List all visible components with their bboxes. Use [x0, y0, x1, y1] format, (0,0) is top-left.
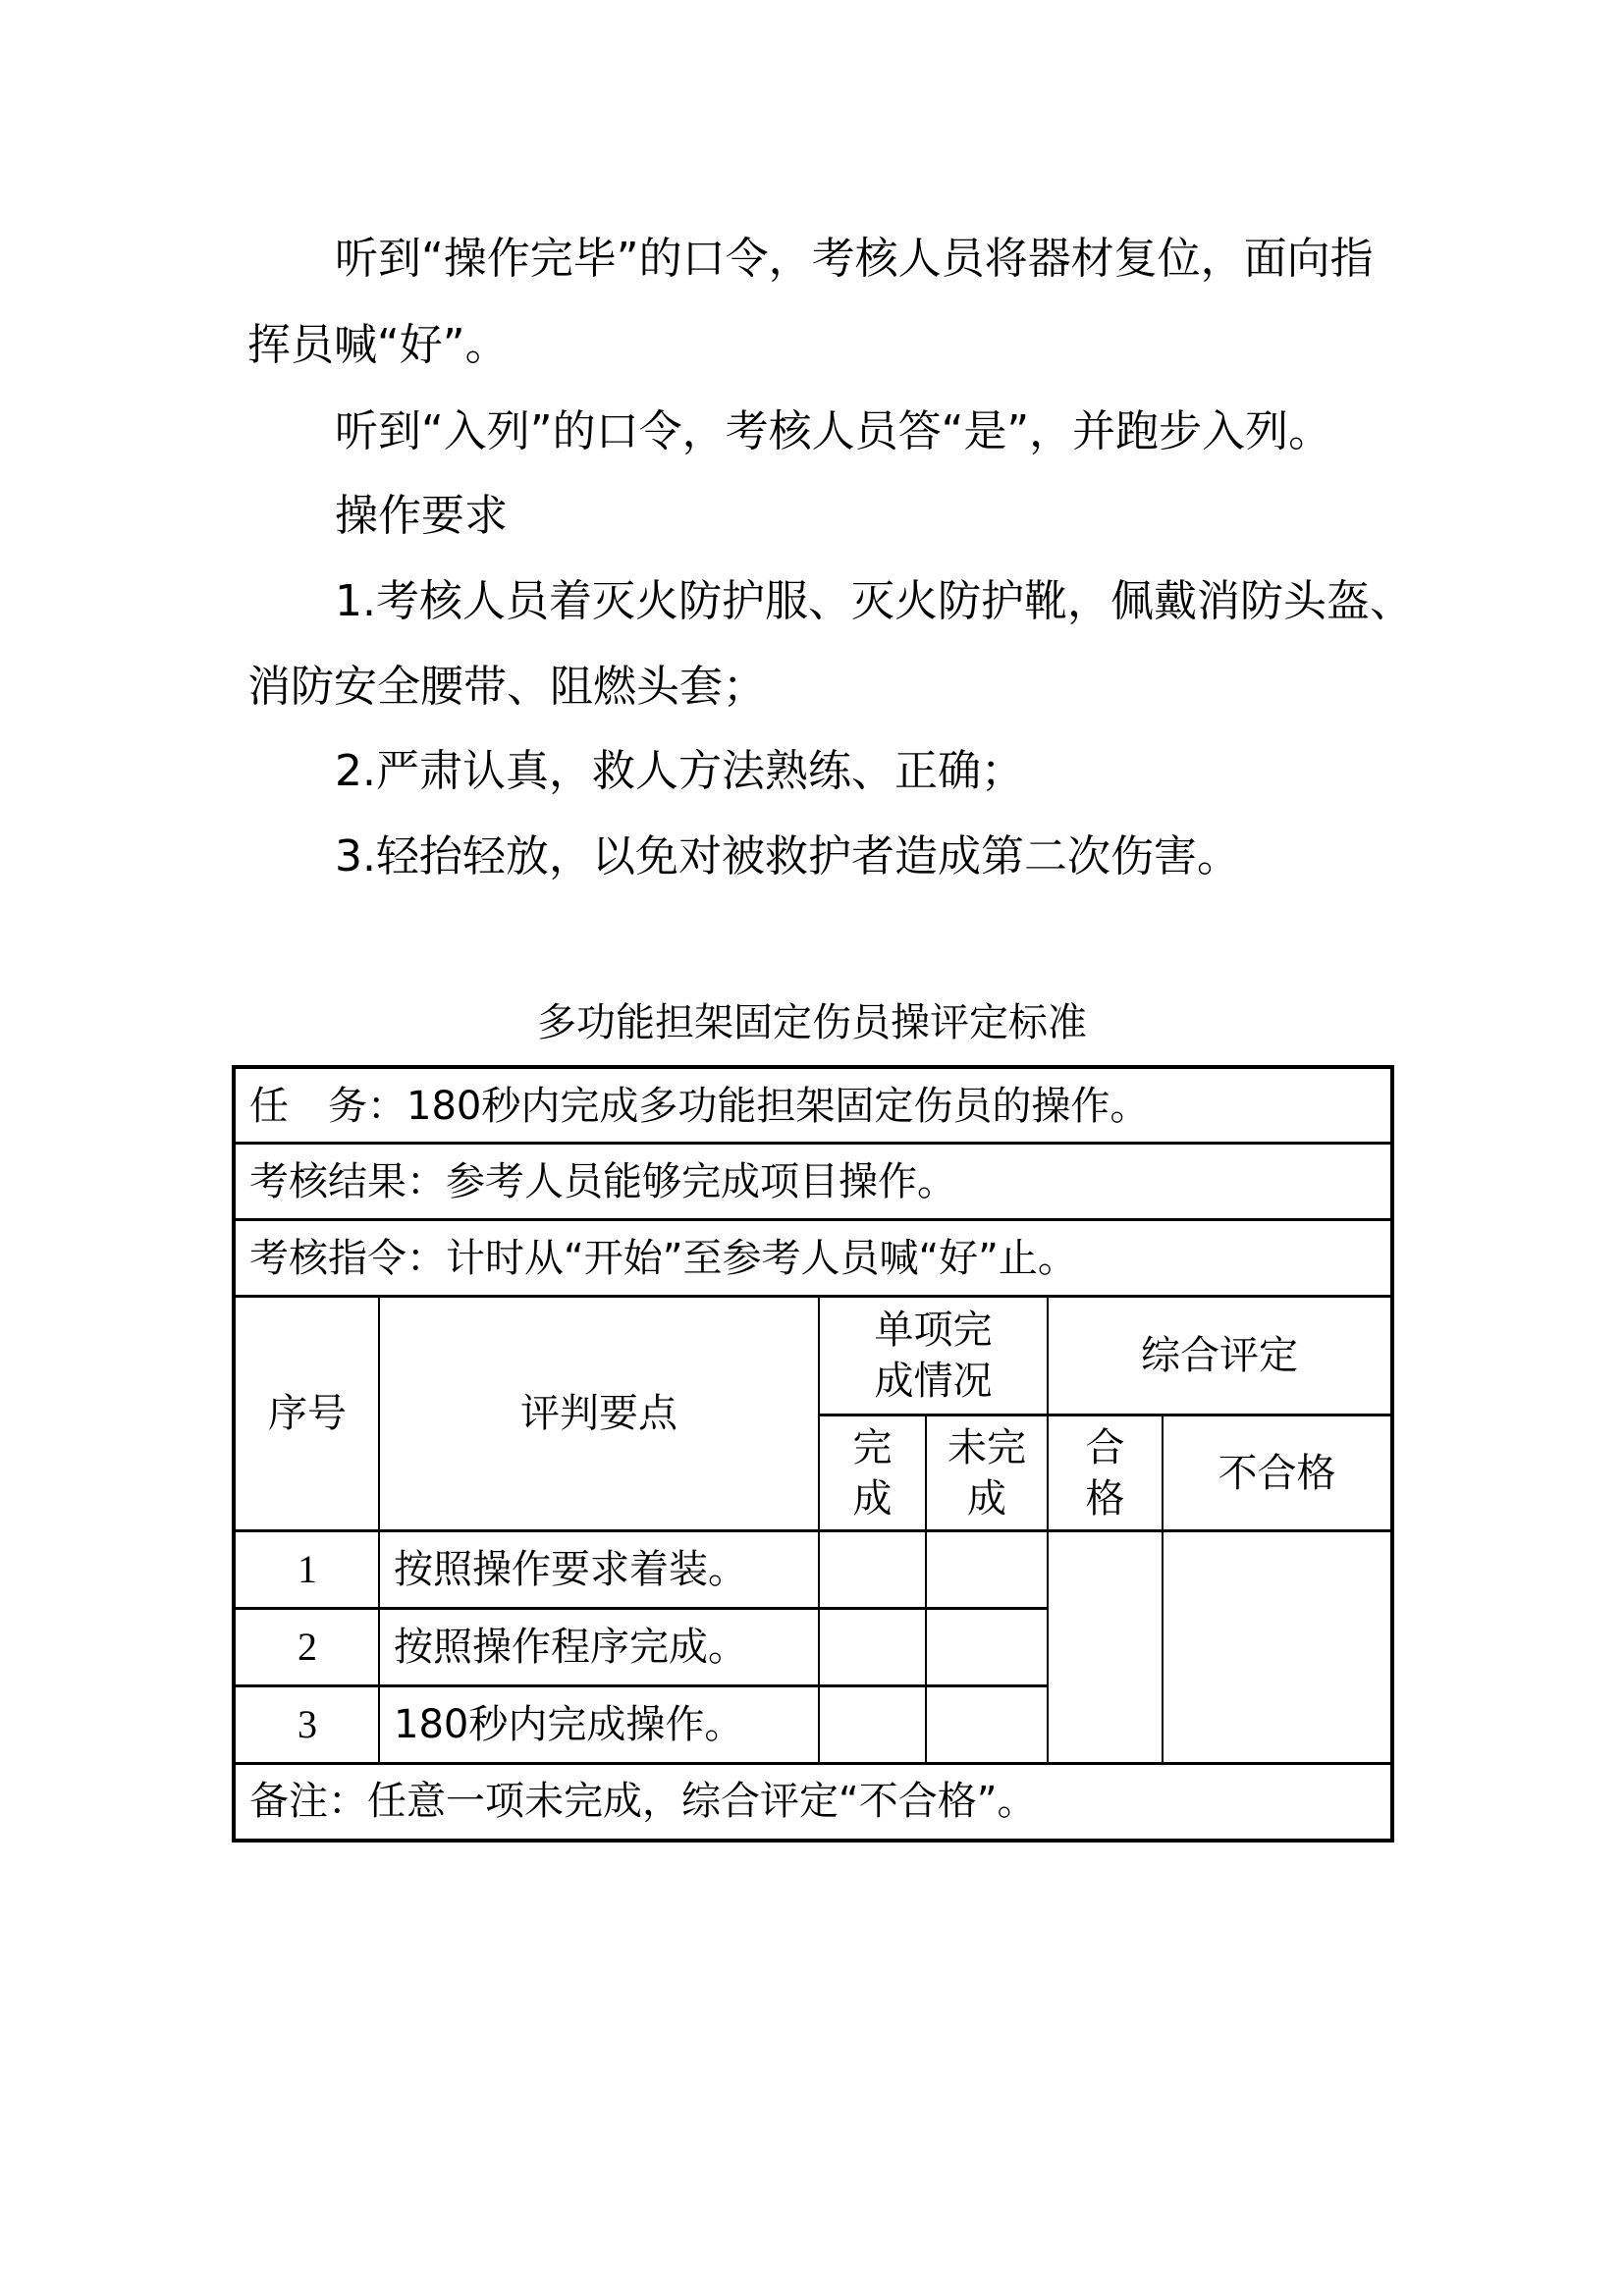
header-points: 评判要点 [520, 1391, 677, 1436]
row-done-cell[interactable] [820, 1686, 925, 1763]
header-fail: 不合格 [1218, 1450, 1336, 1496]
paragraph-line: 挥员喊“好”。 [247, 320, 509, 370]
section-heading: 操作要求 [335, 491, 508, 541]
row-done-cell[interactable] [820, 1609, 925, 1685]
requirement-item-continued: 消防安全腰带、阻燃头套； [247, 662, 766, 712]
evaluation-table [232, 1065, 1394, 1842]
overall-pass-cell[interactable] [1049, 1531, 1162, 1763]
row-not-done-cell[interactable] [927, 1531, 1047, 1608]
row-index: 3 [298, 1702, 317, 1746]
overall-fail-cell[interactable] [1164, 1531, 1390, 1763]
header-single-completion: 单项完成情况 [874, 1308, 993, 1404]
requirement-item: 2.严肃认真，救人方法熟练、正确； [335, 746, 1024, 796]
requirement-item: 3.轻抬轻放，以免对被救护者造成第二次伤害。 [335, 831, 1240, 881]
table-title: 多功能担架固定伤员操评定标准 [537, 1000, 1087, 1045]
header-pass: 合格 [1085, 1424, 1125, 1522]
row-done-cell[interactable] [820, 1531, 925, 1608]
command-row: 考核指令：计时从“开始”至参考人员喊“好”止。 [249, 1236, 1077, 1281]
header-done: 完成 [852, 1424, 893, 1522]
header-index: 序号 [268, 1391, 347, 1436]
paragraph-line: 听到“入列”的口令，考核人员答“是”，并跑步入列。 [335, 406, 1332, 456]
row-point: 180秒内完成操作。 [394, 1702, 744, 1747]
note-row: 备注：任意一项未完成，综合评定“不合格”。 [249, 1779, 1037, 1824]
paragraph-line: 听到“操作完毕”的口令，考核人员将器材复位，面向指 [335, 234, 1374, 284]
row-not-done-cell[interactable] [927, 1686, 1047, 1763]
header-overall-evaluation: 综合评定 [1141, 1333, 1298, 1378]
requirement-item: 1.考核人员着灭火防护服、灭火防护靴，佩戴消防头盔、 [335, 576, 1413, 626]
result-row: 考核结果：参考人员能够完成项目操作。 [249, 1159, 956, 1204]
header-not-done: 未完成 [947, 1424, 1026, 1522]
task-row: 任 务：180秒内完成多功能担架固定伤员的操作。 [249, 1084, 1150, 1129]
row-index: 2 [298, 1625, 317, 1669]
row-point: 按照操作程序完成。 [394, 1625, 747, 1670]
row-index: 1 [298, 1547, 317, 1591]
row-point: 按照操作要求着装。 [394, 1547, 747, 1592]
row-not-done-cell[interactable] [927, 1609, 1047, 1685]
